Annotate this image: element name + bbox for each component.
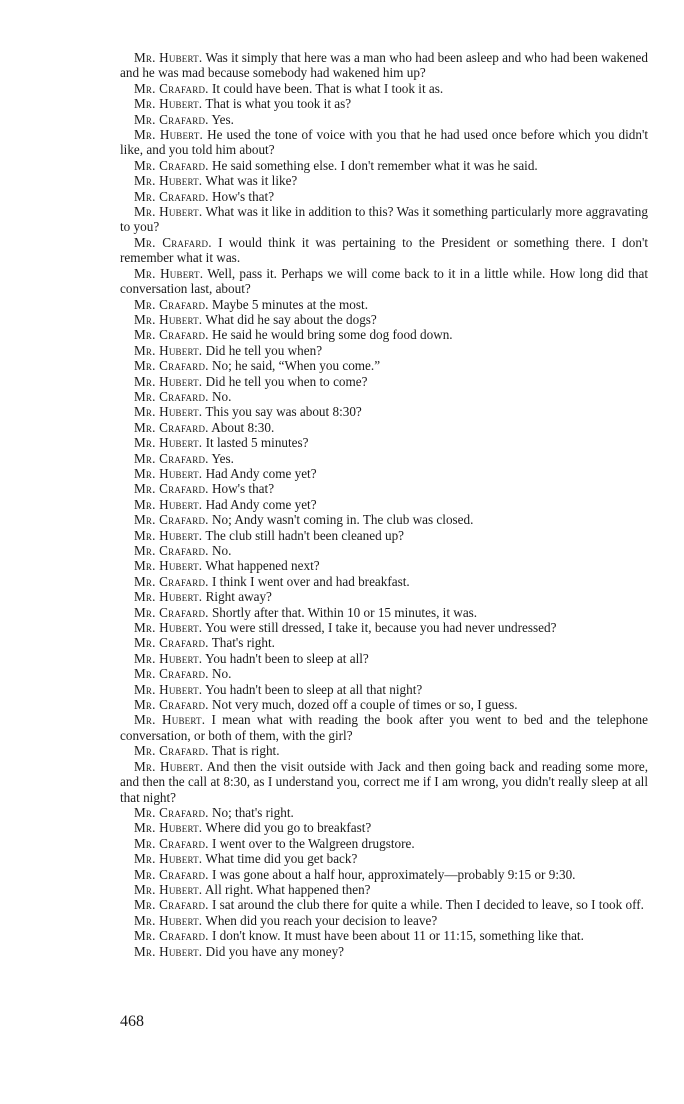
dialogue-text: No. <box>211 543 232 558</box>
dialogue-text: Yes. <box>211 111 234 127</box>
dialogue-text: It could have been. That is what I took it as. <box>211 80 444 96</box>
dialogue-text: How's that? <box>211 188 275 204</box>
dialogue-line <box>120 558 648 573</box>
dialogue-text: Had Andy come yet? <box>205 496 317 512</box>
dialogue-text: Did you have any money? <box>205 943 345 959</box>
speaker-name: Mr. Hubert. <box>134 820 203 836</box>
dialogue-text: Where did you go to breakfast? <box>205 820 372 836</box>
speaker-name: Mr. Hubert. <box>134 404 203 420</box>
speaker-name: Mr. Hubert. <box>134 342 203 358</box>
dialogue-line <box>120 635 648 650</box>
speaker-name: Mr. Crafard. <box>134 157 209 173</box>
speaker-name: Mr. Crafard. <box>134 419 209 435</box>
dialogue-line <box>120 158 648 173</box>
dialogue-line <box>120 543 648 558</box>
speaker-name: Mr. Crafard. <box>134 666 209 682</box>
dialogue-line <box>120 836 648 851</box>
dialogue-line <box>120 235 648 266</box>
dialogue-text: It lasted 5 minutes? <box>205 435 309 451</box>
dialogue-line <box>120 697 648 712</box>
dialogue-text: Yes. <box>211 450 234 466</box>
speaker-name: Mr. Hubert. <box>134 435 203 451</box>
dialogue-line <box>120 867 648 882</box>
speaker-name: Mr. Crafard. <box>134 804 209 820</box>
dialogue-text: And then the visit outside with Jack and then going back and reading some more, and then the call at 8:30, as I understand you, correct me if I am wrong, you didn't really sleep at all that night? <box>120 758 648 805</box>
dialogue-text: I would think it was pertaining to the President or something there. I don't remember what it was. <box>120 234 648 266</box>
dialogue-text: This you say was about 8:30? <box>205 404 362 420</box>
speaker-name: Mr. Hubert. <box>134 712 206 728</box>
dialogue-text: You hadn't been to sleep at all that night? <box>205 681 423 697</box>
dialogue-text: No; that's right. <box>211 804 294 820</box>
dialogue-line <box>120 605 648 620</box>
dialogue-line <box>120 404 648 419</box>
speaker-name: Mr. Hubert. <box>134 589 203 605</box>
speaker-name: Mr. Crafard. <box>134 358 209 374</box>
speaker-name: Mr. Crafard. <box>134 234 212 250</box>
dialogue-line <box>120 851 648 866</box>
speaker-name: Mr. Hubert. <box>134 758 204 774</box>
dialogue-line <box>120 759 648 805</box>
dialogue-text: When did you reach your decision to leave? <box>205 912 438 928</box>
dialogue-line <box>120 112 648 127</box>
speaker-name: Mr. Crafard. <box>134 897 209 913</box>
dialogue-line <box>120 528 648 543</box>
dialogue-text: I mean what with reading the book after you went to bed and the telephone conversation, or both of them, with the girl? <box>120 712 648 743</box>
speaker-name: Mr. Crafard. <box>134 543 209 558</box>
dialogue-text: I went over to the Walgreen drugstore. <box>211 835 415 851</box>
dialogue-text: No; he said, “When you come.” <box>211 358 381 374</box>
dialogue-text: That is right. <box>211 743 280 759</box>
dialogue-text: I think I went over and had breakfast. <box>211 573 410 589</box>
dialogue-line <box>120 882 648 897</box>
dialogue-text: No. <box>211 388 232 404</box>
dialogue-line <box>120 389 648 404</box>
dialogue-line <box>120 666 648 681</box>
dialogue-text: You were still dressed, I take it, because you had never undressed? <box>205 620 557 636</box>
dialogue-line <box>120 358 648 373</box>
dialogue-text: Shortly after that. Within 10 or 15 minutes, it was. <box>211 604 478 620</box>
dialogue-text: Right away? <box>205 589 272 605</box>
dialogue-text: Had Andy come yet? <box>205 465 317 481</box>
dialogue-text: That's right. <box>211 635 275 651</box>
dialogue-line <box>120 96 648 111</box>
speaker-name: Mr. Crafard. <box>134 512 209 528</box>
dialogue-line <box>120 451 648 466</box>
page-number: 468 <box>120 1013 144 1030</box>
speaker-name: Mr. Crafard. <box>134 481 209 497</box>
dialogue-line <box>120 820 648 835</box>
speaker-name: Mr. Crafard. <box>134 388 209 404</box>
speaker-name: Mr. Crafard. <box>134 327 209 343</box>
dialogue-text: What did he say about the dogs? <box>205 311 377 327</box>
dialogue-text: No; Andy wasn't coming in. The club was closed. <box>211 512 474 528</box>
dialogue-line <box>120 481 648 496</box>
transcript-body <box>120 50 648 959</box>
dialogue-line <box>120 297 648 312</box>
speaker-name: Mr. Crafard. <box>134 835 209 851</box>
dialogue-line <box>120 189 648 204</box>
dialogue-text: Did he tell you when? <box>205 342 323 358</box>
dialogue-text: Not very much, dozed off a couple of times or so, I guess. <box>211 697 518 713</box>
speaker-name: Mr. Hubert. <box>134 204 203 220</box>
speaker-name: Mr. Crafard. <box>134 635 209 651</box>
speaker-name: Mr. Hubert. <box>134 650 203 666</box>
dialogue-text: He said something else. I don't remember what it was he said. <box>211 157 538 173</box>
dialogue-line <box>120 651 648 666</box>
dialogue-text: Maybe 5 minutes at the most. <box>211 296 368 312</box>
dialogue-line <box>120 574 648 589</box>
dialogue-text: What was it like in addition to this? Was it something particularly more aggravating to you? <box>120 204 648 235</box>
dialogue-line <box>120 266 648 297</box>
dialogue-text: What was it like? <box>205 173 298 189</box>
dialogue-line <box>120 173 648 188</box>
dialogue-text: I sat around the club there for quite a while. Then I decided to leave, so I took off. <box>211 897 644 913</box>
speaker-name: Mr. Hubert. <box>134 465 203 481</box>
speaker-name: Mr. Crafard. <box>134 296 209 312</box>
speaker-name: Mr. Hubert. <box>134 96 203 112</box>
speaker-name: Mr. Hubert. <box>134 943 203 959</box>
speaker-name: Mr. Hubert. <box>134 173 203 189</box>
dialogue-line <box>120 944 648 959</box>
speaker-name: Mr. Crafard. <box>134 604 209 620</box>
speaker-name: Mr. Hubert. <box>134 265 204 281</box>
dialogue-line <box>120 50 648 81</box>
dialogue-line <box>120 497 648 512</box>
dialogue-line <box>120 805 648 820</box>
speaker-name: Mr. Crafard. <box>134 928 209 944</box>
dialogue-line <box>120 682 648 697</box>
dialogue-text: Did he tell you when to come? <box>205 373 368 389</box>
dialogue-text: I was gone about a half hour, approximately—probably 9:15 or 9:30. <box>211 866 576 882</box>
speaker-name: Mr. Hubert. <box>134 496 203 512</box>
dialogue-line <box>120 913 648 928</box>
dialogue-text: That is what you took it as? <box>205 96 352 112</box>
speaker-name: Mr. Hubert. <box>134 373 203 389</box>
dialogue-line <box>120 435 648 450</box>
speaker-name: Mr. Crafard. <box>134 697 209 713</box>
dialogue-line <box>120 420 648 435</box>
speaker-name: Mr. Hubert. <box>134 681 203 697</box>
dialogue-text: Well, pass it. Perhaps we will come back to it in a little while. How long did that conversation last, about? <box>120 265 648 297</box>
dialogue-line <box>120 928 648 943</box>
speaker-name: Mr. Hubert. <box>134 881 203 897</box>
dialogue-line <box>120 343 648 358</box>
speaker-name: Mr. Crafard. <box>134 573 209 589</box>
dialogue-text: You hadn't been to sleep at all? <box>205 650 369 666</box>
dialogue-text: All right. What happened then? <box>204 881 371 897</box>
dialogue-text: About 8:30. <box>211 419 275 435</box>
speaker-name: Mr. Hubert. <box>134 311 203 327</box>
dialogue-line <box>120 374 648 389</box>
dialogue-line <box>120 127 648 158</box>
dialogue-text: I don't know. It must have been about 11 or 11:15, something like that. <box>211 928 584 944</box>
speaker-name: Mr. Hubert. <box>134 912 203 928</box>
speaker-name: Mr. Hubert. <box>134 620 203 636</box>
speaker-name: Mr. Crafard. <box>134 188 209 204</box>
speaker-name: Mr. Hubert. <box>134 851 203 867</box>
dialogue-text: No. <box>211 666 232 682</box>
speaker-name: Mr. Crafard. <box>134 111 209 127</box>
dialogue-text: He said he would bring some dog food down. <box>211 327 453 343</box>
speaker-name: Mr. Hubert. <box>134 558 203 574</box>
dialogue-line <box>120 512 648 527</box>
dialogue-text: What happened next? <box>205 558 320 574</box>
dialogue-line <box>120 312 648 327</box>
dialogue-line <box>120 712 648 743</box>
dialogue-text: He used the tone of voice with you that he had used once before which you didn't like, and you told him about? <box>120 127 649 158</box>
dialogue-text: Was it simply that here was a man who had been asleep and who had been wakened and he was mad because somebody had wakened him up? <box>120 50 648 81</box>
dialogue-line <box>120 466 648 481</box>
dialogue-text: How's that? <box>211 481 275 497</box>
dialogue-line <box>120 589 648 604</box>
speaker-name: Mr. Hubert. <box>134 50 203 65</box>
dialogue-line <box>120 81 648 96</box>
speaker-name: Mr. Crafard. <box>134 866 209 882</box>
speaker-name: Mr. Crafard. <box>134 80 209 96</box>
speaker-name: Mr. Crafard. <box>134 743 209 759</box>
speaker-name: Mr. Hubert. <box>134 527 203 543</box>
dialogue-line <box>120 204 648 235</box>
dialogue-line <box>120 897 648 912</box>
dialogue-line <box>120 327 648 342</box>
speaker-name: Mr. Hubert. <box>134 127 204 143</box>
dialogue-text: What time did you get back? <box>205 851 358 867</box>
dialogue-line <box>120 620 648 635</box>
dialogue-line <box>120 743 648 758</box>
dialogue-text: The club still hadn't been cleaned up? <box>205 527 405 543</box>
speaker-name: Mr. Crafard. <box>134 450 209 466</box>
